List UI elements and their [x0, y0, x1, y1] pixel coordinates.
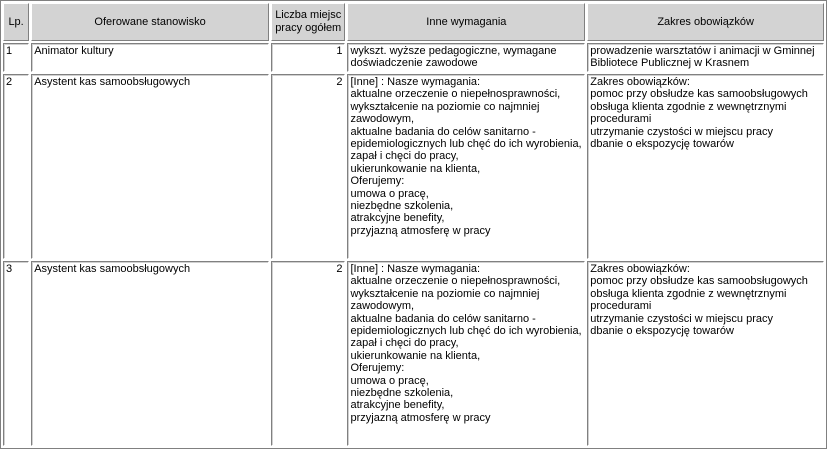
cell-text-line: utrzymanie czystości w miejscu pracy — [590, 312, 774, 325]
cell-text-line: zapał i chęci do pracy, — [350, 337, 459, 350]
cell-text-line: procedurami — [590, 300, 652, 313]
cell-text-line: pomoc przy obsłudze kas samoobsługowych — [590, 88, 808, 101]
cell-lp: 2 — [3, 74, 29, 259]
cell-lp: 1 — [3, 43, 29, 72]
cell-text-line: aktualne badania do celów sanitarno - — [350, 312, 536, 325]
cell-text-line: zawodowym, — [350, 113, 415, 126]
cell-count: 2 — [271, 261, 346, 446]
cell-text-line: Zakres obowiązków: — [590, 263, 690, 275]
cell-requirements — [347, 74, 585, 259]
cell-text-line: doświadczenie zawodowe — [350, 57, 478, 70]
cell-text-line: atrakcyjne benefity, — [350, 212, 445, 225]
cell-text-line: przyjazną atmosferę w pracy — [350, 224, 491, 237]
cell-text-line: niezbędne szkolenia, — [350, 387, 454, 400]
header-row — [3, 3, 824, 41]
cell-text-line: aktualne badania do celów sanitarno - — [350, 125, 536, 138]
cell-text-line: dbanie o ekspozycję towarów — [590, 138, 734, 151]
header-position: Oferowane stanowisko — [31, 3, 269, 41]
cell-text-line: przyjazną atmosferę w pracy — [350, 411, 491, 424]
cell-text-line: ukierunkowanie na klienta, — [350, 162, 481, 175]
cell-text-line: wykształcenie na poziomie co najmniej — [350, 287, 540, 300]
table-row — [3, 43, 824, 72]
cell-text-line: procedurami — [590, 113, 652, 126]
cell-text-line: [Inne] : Nasze wymagania: — [350, 76, 481, 88]
cell-lp: 3 — [3, 261, 29, 446]
header-lp: Lp. — [3, 3, 29, 41]
cell-text-line: wykształcenie na poziomie co najmniej — [350, 100, 540, 113]
cell-text-line: Oferujemy: — [350, 175, 405, 188]
cell-duties — [587, 43, 824, 72]
cell-text-line: epidemiologicznych lub chęć do ich wyrobienia, — [350, 138, 582, 151]
cell-text-line: aktualne orzeczenie o niepełnosprawności, — [350, 275, 561, 288]
cell-text-line: epidemiologicznych lub chęć do ich wyrobienia, — [350, 325, 582, 338]
cell-text-line: Zakres obowiązków: — [590, 76, 690, 88]
cell-text-line: [Inne] : Nasze wymagania: — [350, 263, 481, 275]
cell-text-line: Oferujemy: — [350, 362, 405, 375]
table-row — [3, 261, 824, 446]
cell-requirements — [347, 261, 585, 446]
cell-text-line: dbanie o ekspozycję towarów — [590, 325, 734, 338]
cell-text-line: zapał i chęci do pracy, — [350, 150, 459, 163]
header-count-line2: pracy ogółem — [275, 22, 342, 34]
cell-text-line: aktualne orzeczenie o niepełnosprawności, — [350, 88, 561, 101]
cell-text-line: umowa o pracę, — [350, 187, 429, 200]
header-requirements: Inne wymagania — [347, 3, 585, 41]
header-duties: Zakres obowiązków — [587, 3, 824, 41]
cell-text-line: pomoc przy obsłudze kas samoobsługowych — [590, 275, 808, 288]
cell-position: Asystent kas samoobsługowych — [31, 74, 269, 259]
cell-requirements — [347, 43, 585, 72]
cell-text-line: umowa o pracę, — [350, 374, 429, 387]
cell-text-line: zawodowym, — [350, 300, 415, 313]
cell-position: Animator kultury — [31, 43, 269, 72]
cell-text-line: prowadzenie warsztatów i animacji w Gminnej — [590, 45, 815, 57]
cell-text-line: obsługa klienta zgodnie z wewnętrznymi — [590, 100, 787, 113]
cell-position: Asystent kas samoobsługowych — [31, 261, 269, 446]
cell-text-line: utrzymanie czystości w miejscu pracy — [590, 125, 774, 138]
header-count — [271, 3, 346, 41]
table-row — [3, 74, 824, 259]
cell-text-line: atrakcyjne benefity, — [350, 399, 445, 412]
cell-duties — [587, 74, 824, 259]
cell-count: 1 — [271, 43, 346, 72]
cell-text-line: niezbędne szkolenia, — [350, 200, 454, 213]
cell-count: 2 — [271, 74, 346, 259]
cell-text-line: obsługa klienta zgodnie z wewnętrznymi — [590, 287, 787, 300]
cell-text-line: Bibliotece Publicznej w Krasnem — [590, 57, 750, 70]
cell-text-line: ukierunkowanie na klienta, — [350, 349, 481, 362]
header-count-line1: Liczba miejsc — [275, 9, 342, 21]
cell-duties — [587, 261, 824, 446]
cell-text-line: wykszt. wyższe pedagogiczne, wymagane — [350, 45, 557, 57]
